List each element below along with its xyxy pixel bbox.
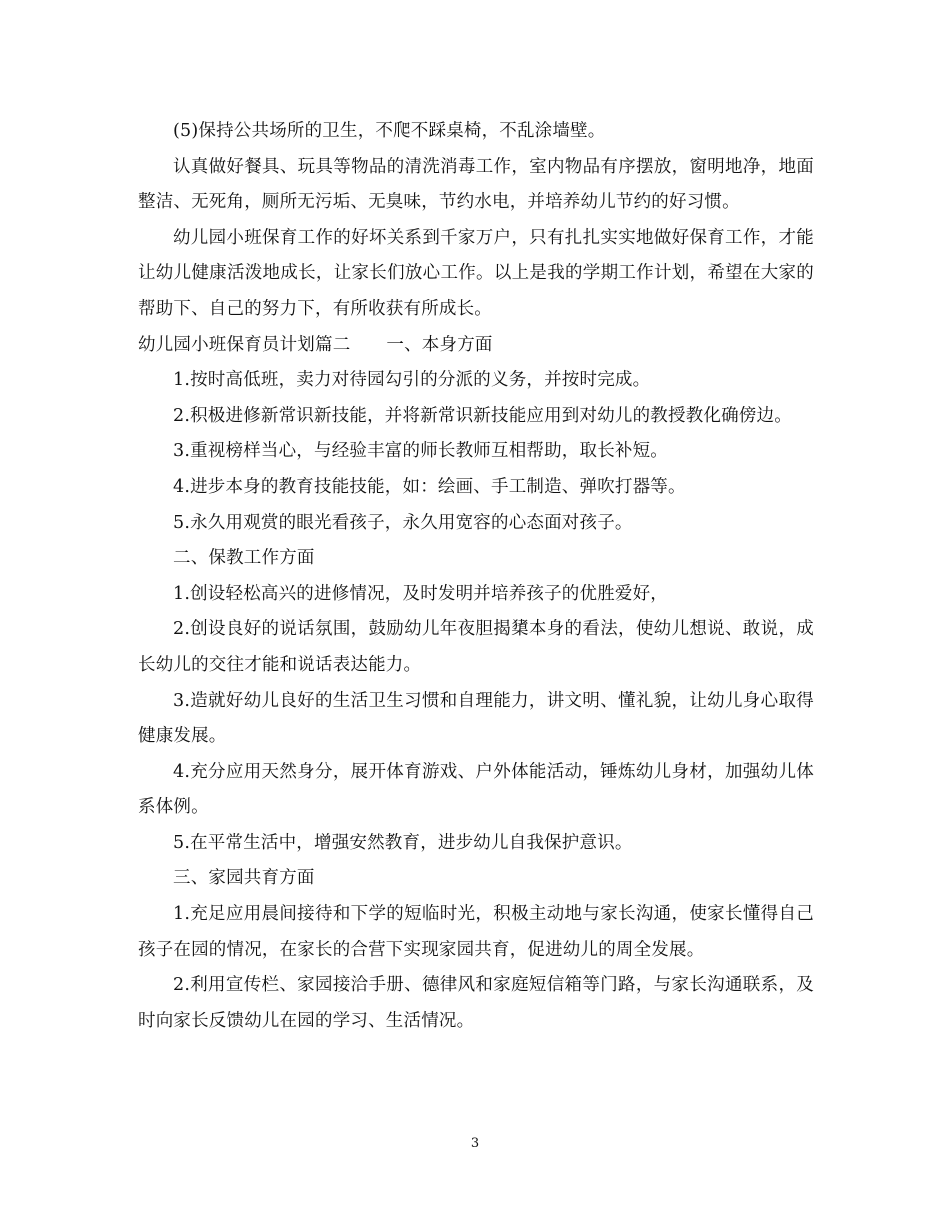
list-item: 2.利用宣传栏、家园接洽手册、德律风和家庭短信箱等门路，与家长沟通联系，及时向家长反馈幼儿在园的学习、生活情况。 — [138, 975, 814, 1031]
paragraph-hygiene: (5)保持公共场所的卫生，不爬不踩桌椅，不乱涂墙壁。 — [173, 121, 606, 141]
list-item: 1.充足应用晨间接待和下学的短临时光，积极主动地与家长沟通，使家长懂得自己孩子在园的情况，在家长的合营下实现家园共育，促进幼儿的周全发展。 — [138, 904, 814, 960]
list-item: 2.创设良好的说话氛围，鼓励幼儿年夜胆揭橥本身的看法，使幼儿想说、敢说，成长幼儿的交往才能和说话表达能力。 — [138, 619, 814, 675]
paragraph-conclusion: 幼儿园小班保育工作的好坏关系到千家万户，只有扎扎实实地做好保育工作，才能让幼儿健康活泼地成长，让家长们放心工作。以上是我的学期工作计划，希望在大家的帮助下、自己的努力下，有所收获有所成长。 — [138, 227, 814, 319]
subheading-teaching: 二、保教工作方面 — [173, 548, 315, 569]
list-item: 4.充分应用天然身分，展开体育游戏、户外体能活动，锤炼幼儿身材，加强幼儿体系体例。 — [138, 761, 814, 818]
page-number: 3 — [470, 1136, 480, 1151]
list-item: 4.进步本身的教育技能技能，如：绘画、手工制造、弹吹打器等。 — [173, 476, 686, 497]
list-item: 1.创设轻松高兴的进修情况，及时发明并培养孩子的优胜爱好， — [173, 583, 668, 604]
list-item: 2.积极进修新常识新技能，并将新常识新技能应用到对幼儿的教授教化确傍边。 — [173, 405, 792, 426]
list-item: 3.重视榜样当心，与经验丰富的师长教师互相帮助，取长补短。 — [173, 441, 668, 462]
list-item: 5.在平常生活中，增强安然教育，进步幼儿自我保护意识。 — [173, 832, 633, 853]
section-heading-line — [138, 328, 814, 364]
list-item: 1.按时高低班，卖力对待园勾引的分派的义务，并按时完成。 — [173, 370, 651, 391]
section-title: 幼儿园小班保育员计划篇二 — [138, 334, 351, 355]
subheading-self: 一、本身方面 — [386, 334, 493, 355]
paragraph-disinfection: 认真做好餐具、玩具等物品的清洗消毒工作，室内物品有序摆放，窗明地净，地面整洁、无死角，厕所无污垢、无臭味，节约水电，并培养幼儿节约的好习惯。 — [138, 156, 814, 213]
list-item: 5.永久用观赏的眼光看孩子，永久用宽容的心态面对孩子。 — [173, 512, 633, 533]
list-item: 3.造就好幼儿良好的生活卫生习惯和自理能力，讲文明、懂礼貌，让幼儿身心取得健康发展。 — [138, 690, 814, 747]
document-body — [138, 114, 814, 1039]
subheading-home-school: 三、家园共育方面 — [173, 868, 315, 889]
